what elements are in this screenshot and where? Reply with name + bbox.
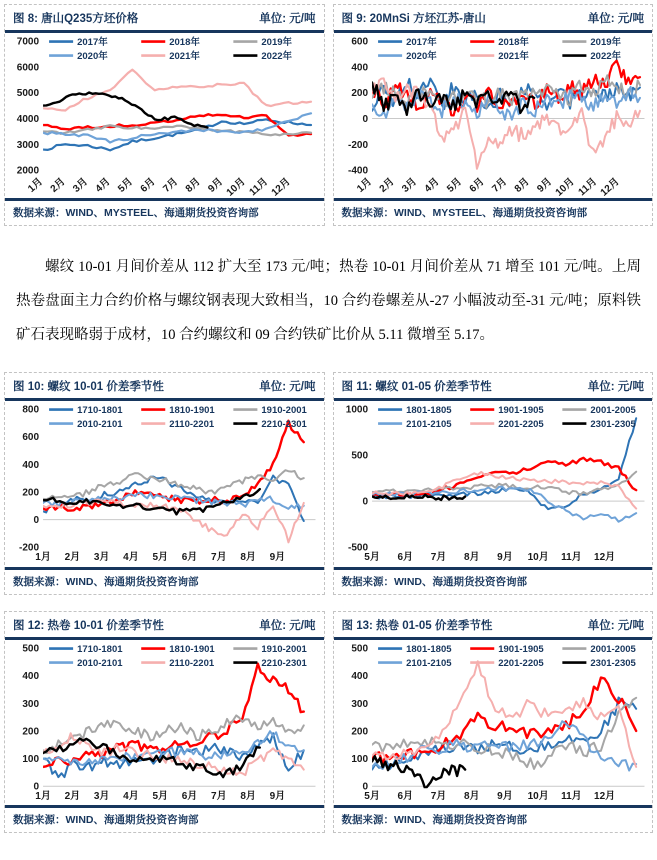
svg-text:8月: 8月: [183, 176, 203, 195]
svg-text:2019年: 2019年: [589, 37, 621, 49]
svg-text:3月: 3月: [93, 552, 110, 564]
svg-text:2017年: 2017年: [405, 37, 437, 49]
svg-text:8月: 8月: [240, 552, 256, 564]
svg-text:9月: 9月: [206, 176, 226, 195]
svg-text:6月: 6月: [397, 790, 413, 802]
svg-text:1901-1905: 1901-1905: [497, 405, 544, 417]
svg-text:9月: 9月: [534, 176, 554, 195]
chart-svg: [336, 402, 651, 566]
svg-text:1710-1801: 1710-1801: [77, 643, 123, 655]
svg-text:2022年: 2022年: [261, 51, 293, 63]
svg-text:8月: 8月: [512, 176, 532, 195]
svg-text:2001-2005: 2001-2005: [589, 405, 636, 417]
svg-text:400: 400: [350, 62, 368, 74]
svg-text:200: 200: [22, 726, 40, 738]
svg-text:2010-2101: 2010-2101: [77, 657, 123, 669]
svg-text:100: 100: [22, 753, 40, 765]
svg-text:5000: 5000: [16, 88, 40, 100]
svg-text:2301-2305: 2301-2305: [589, 657, 636, 669]
svg-text:7月: 7月: [211, 790, 227, 802]
figure-10-source: 数据来源：WIND、海通期货投资咨询部: [5, 567, 324, 594]
figure-12-panel: [4, 611, 325, 833]
svg-text:-200: -200: [347, 139, 368, 151]
svg-text:1801-1805: 1801-1805: [405, 643, 452, 655]
svg-text:10月: 10月: [527, 790, 549, 802]
svg-text:2018年: 2018年: [169, 37, 200, 49]
figure-9-body: [334, 33, 653, 198]
figure-13-source: 数据来源：WIND、海通期货投资咨询部: [334, 805, 653, 832]
figure-10-header: [5, 373, 324, 401]
figure-11-header: [334, 373, 653, 401]
svg-text:5月: 5月: [116, 176, 136, 195]
figure-13-panel: [333, 611, 654, 833]
chart-svg: [7, 402, 322, 566]
svg-text:10月: 10月: [527, 552, 549, 564]
svg-text:9月: 9月: [496, 790, 513, 802]
svg-text:500: 500: [350, 451, 368, 463]
svg-text:11月: 11月: [560, 552, 582, 564]
chart-svg: [336, 34, 651, 198]
svg-text:1月: 1月: [35, 790, 51, 802]
svg-text:0: 0: [361, 497, 368, 509]
svg-text:11月: 11月: [560, 790, 582, 802]
svg-text:2210-2301: 2210-2301: [261, 657, 307, 669]
figure-11-source: 数据来源：WIND、海通期货投资咨询部: [334, 567, 653, 594]
svg-text:5月: 5月: [363, 790, 380, 802]
svg-text:2020年: 2020年: [405, 51, 437, 63]
svg-text:2110-2201: 2110-2201: [169, 657, 215, 669]
svg-text:1000: 1000: [345, 404, 368, 416]
svg-text:2018年: 2018年: [497, 37, 529, 49]
figure-9-panel: [333, 4, 654, 226]
svg-text:2021年: 2021年: [497, 51, 529, 63]
svg-text:1901-1905: 1901-1905: [497, 643, 544, 655]
figure-9-unit: 单位: 元/吨: [587, 13, 644, 25]
svg-text:2017年: 2017年: [77, 37, 108, 49]
figure-8-title: 图 8: 唐山Q235方坯价格: [13, 13, 139, 25]
svg-text:7月: 7月: [211, 552, 227, 564]
svg-text:100: 100: [350, 753, 368, 765]
svg-text:5月: 5月: [444, 176, 464, 195]
svg-text:12月: 12月: [593, 552, 615, 564]
svg-text:6月: 6月: [397, 552, 413, 564]
figure-8-header: [5, 5, 324, 33]
svg-text:9月: 9月: [269, 552, 286, 564]
svg-text:2301-2305: 2301-2305: [589, 419, 636, 431]
figure-9-title: 图 9: 20MnSi 方坯江苏-唐山: [341, 13, 486, 25]
svg-text:2101-2105: 2101-2105: [405, 419, 452, 431]
svg-text:1810-1901: 1810-1901: [169, 405, 215, 417]
svg-text:300: 300: [350, 698, 368, 710]
svg-text:6000: 6000: [16, 62, 40, 74]
svg-text:1月: 1月: [35, 552, 51, 564]
svg-text:400: 400: [350, 670, 368, 682]
figure-10-unit: 单位: 元/吨: [259, 381, 316, 394]
figure-row-2: [4, 372, 653, 594]
svg-text:7月: 7月: [430, 790, 446, 802]
svg-text:4月: 4月: [123, 552, 139, 564]
svg-text:2201-2205: 2201-2205: [497, 419, 544, 431]
svg-text:12月: 12月: [593, 790, 615, 802]
svg-text:1910-2001: 1910-2001: [261, 643, 307, 655]
svg-text:1810-1901: 1810-1901: [169, 643, 215, 655]
svg-text:6月: 6月: [467, 176, 487, 195]
svg-text:8月: 8月: [240, 790, 256, 802]
svg-text:2000: 2000: [16, 165, 40, 177]
figure-8-panel: [4, 4, 325, 226]
svg-text:600: 600: [22, 432, 40, 444]
svg-text:200: 200: [22, 487, 40, 499]
svg-text:7月: 7月: [161, 176, 181, 195]
figure-8-body: [5, 33, 324, 198]
svg-text:5月: 5月: [363, 552, 380, 564]
figure-row-1: [4, 4, 653, 226]
figure-12-header: [5, 612, 324, 640]
svg-text:1月: 1月: [354, 176, 374, 195]
svg-text:8月: 8月: [463, 790, 480, 802]
svg-text:300: 300: [22, 698, 40, 710]
chart-svg: [336, 641, 651, 805]
svg-text:6月: 6月: [138, 176, 158, 195]
figure-11-chart-canvas: [336, 402, 651, 566]
figure-13-title: 图 13: 热卷 01-05 价差季节性: [341, 619, 493, 632]
svg-text:-200: -200: [19, 543, 40, 555]
svg-text:5月: 5月: [152, 552, 169, 564]
svg-text:4月: 4月: [93, 176, 113, 195]
svg-text:5月: 5月: [152, 790, 169, 802]
figure-11-title: 图 11: 螺纹 01-05 价差季节性: [341, 381, 492, 394]
svg-text:-400: -400: [347, 165, 368, 177]
svg-text:500: 500: [350, 643, 368, 655]
figure-12-chart-canvas: [7, 641, 322, 805]
svg-text:2201-2205: 2201-2205: [497, 657, 544, 669]
svg-text:7月: 7月: [489, 176, 509, 195]
svg-text:4月: 4月: [422, 176, 442, 195]
svg-text:12月: 12月: [598, 176, 622, 199]
svg-text:7000: 7000: [16, 36, 40, 48]
svg-text:2月: 2月: [48, 176, 68, 195]
svg-text:9月: 9月: [496, 552, 513, 564]
svg-text:2101-2105: 2101-2105: [405, 657, 452, 669]
figure-10-panel: [4, 372, 325, 594]
svg-text:1月: 1月: [26, 176, 46, 195]
svg-text:0: 0: [361, 781, 368, 793]
svg-text:3月: 3月: [93, 790, 110, 802]
svg-text:9月: 9月: [269, 790, 286, 802]
svg-text:2月: 2月: [64, 790, 81, 802]
figure-9-chart-canvas: [336, 34, 651, 198]
svg-text:0: 0: [33, 781, 40, 793]
svg-text:1710-1801: 1710-1801: [77, 405, 123, 417]
chart-svg: [7, 34, 322, 198]
svg-text:0: 0: [33, 515, 40, 527]
svg-text:11月: 11月: [576, 176, 599, 199]
figure-12-source: 数据来源：WIND、海通期货投资咨询部: [5, 805, 324, 832]
figure-13-unit: 单位: 元/吨: [587, 619, 644, 632]
figure-row-3: [4, 611, 653, 833]
figure-13-body: [334, 640, 653, 805]
figure-13-chart-canvas: [336, 641, 651, 805]
svg-text:4000: 4000: [16, 114, 40, 126]
figure-10-title: 图 10: 螺纹 10-01 价差季节性: [13, 381, 164, 394]
figure-10-chart-canvas: [7, 402, 322, 566]
svg-text:3月: 3月: [399, 176, 419, 195]
svg-text:200: 200: [350, 726, 368, 738]
svg-text:3000: 3000: [16, 139, 40, 151]
svg-text:12月: 12月: [269, 176, 293, 199]
figure-11-panel: [333, 372, 654, 594]
commentary-paragraph: 螺纹 10-01 月间价差从 112 扩大至 173 元/吨；热卷 10-01 月间价差从 71 增至 101 元/吨。上周热卷盘面主力合约价格与螺纹钢表现大致相当，10 合约卷螺差从-27 小幅波动至-31 元/吨；原料铁矿石表现略弱于成材，10 合约螺纹和 09 合约铁矿比价从 5.11 微增至 5.17。: [16, 259, 641, 344]
figure-11-body: [334, 401, 653, 566]
figure-8-source: 数据来源：WIND、MYSTEEL、海通期货投资咨询部: [5, 198, 324, 225]
svg-text:1910-2001: 1910-2001: [261, 405, 307, 417]
svg-text:10月: 10月: [553, 176, 577, 199]
svg-text:2210-2301: 2210-2301: [261, 419, 307, 431]
svg-text:2月: 2月: [64, 552, 81, 564]
chart-svg: [7, 641, 322, 805]
figure-8-chart-canvas: [7, 34, 322, 198]
figure-9-source: 数据来源：WIND、MYSTEEL、海通期货投资咨询部: [334, 198, 653, 225]
svg-text:3月: 3月: [71, 176, 91, 195]
figure-9-header: [334, 5, 653, 33]
svg-text:8月: 8月: [463, 552, 480, 564]
svg-text:2110-2201: 2110-2201: [169, 419, 215, 431]
figure-12-unit: 单位: 元/吨: [259, 619, 316, 632]
svg-text:2月: 2月: [377, 176, 397, 195]
svg-text:2010-2101: 2010-2101: [77, 419, 123, 431]
svg-text:10月: 10月: [224, 176, 248, 199]
svg-text:7月: 7月: [430, 552, 446, 564]
figure-8-unit: 单位: 元/吨: [259, 13, 316, 25]
svg-text:400: 400: [22, 670, 40, 682]
svg-text:11月: 11月: [247, 176, 271, 199]
svg-text:400: 400: [22, 460, 40, 472]
figure-12-title: 图 12: 热卷 10-01 价差季节性: [13, 619, 164, 632]
svg-text:-500: -500: [347, 543, 368, 555]
svg-text:2001-2005: 2001-2005: [589, 643, 636, 655]
figure-12-body: [5, 640, 324, 805]
svg-text:1801-1805: 1801-1805: [405, 405, 452, 417]
svg-text:4月: 4月: [123, 790, 139, 802]
figure-13-header: [334, 612, 653, 640]
figure-11-unit: 单位: 元/吨: [587, 381, 644, 394]
svg-text:200: 200: [350, 88, 368, 100]
svg-text:2019年: 2019年: [261, 37, 293, 49]
svg-text:2022年: 2022年: [589, 51, 621, 63]
svg-text:2021年: 2021年: [169, 51, 200, 63]
svg-text:500: 500: [22, 643, 40, 655]
svg-text:6月: 6月: [181, 790, 198, 802]
svg-text:800: 800: [22, 404, 40, 416]
figure-10-body: [5, 401, 324, 566]
svg-text:6月: 6月: [181, 552, 198, 564]
svg-text:0: 0: [361, 114, 368, 126]
svg-text:2020年: 2020年: [77, 51, 108, 63]
svg-text:600: 600: [350, 36, 368, 48]
